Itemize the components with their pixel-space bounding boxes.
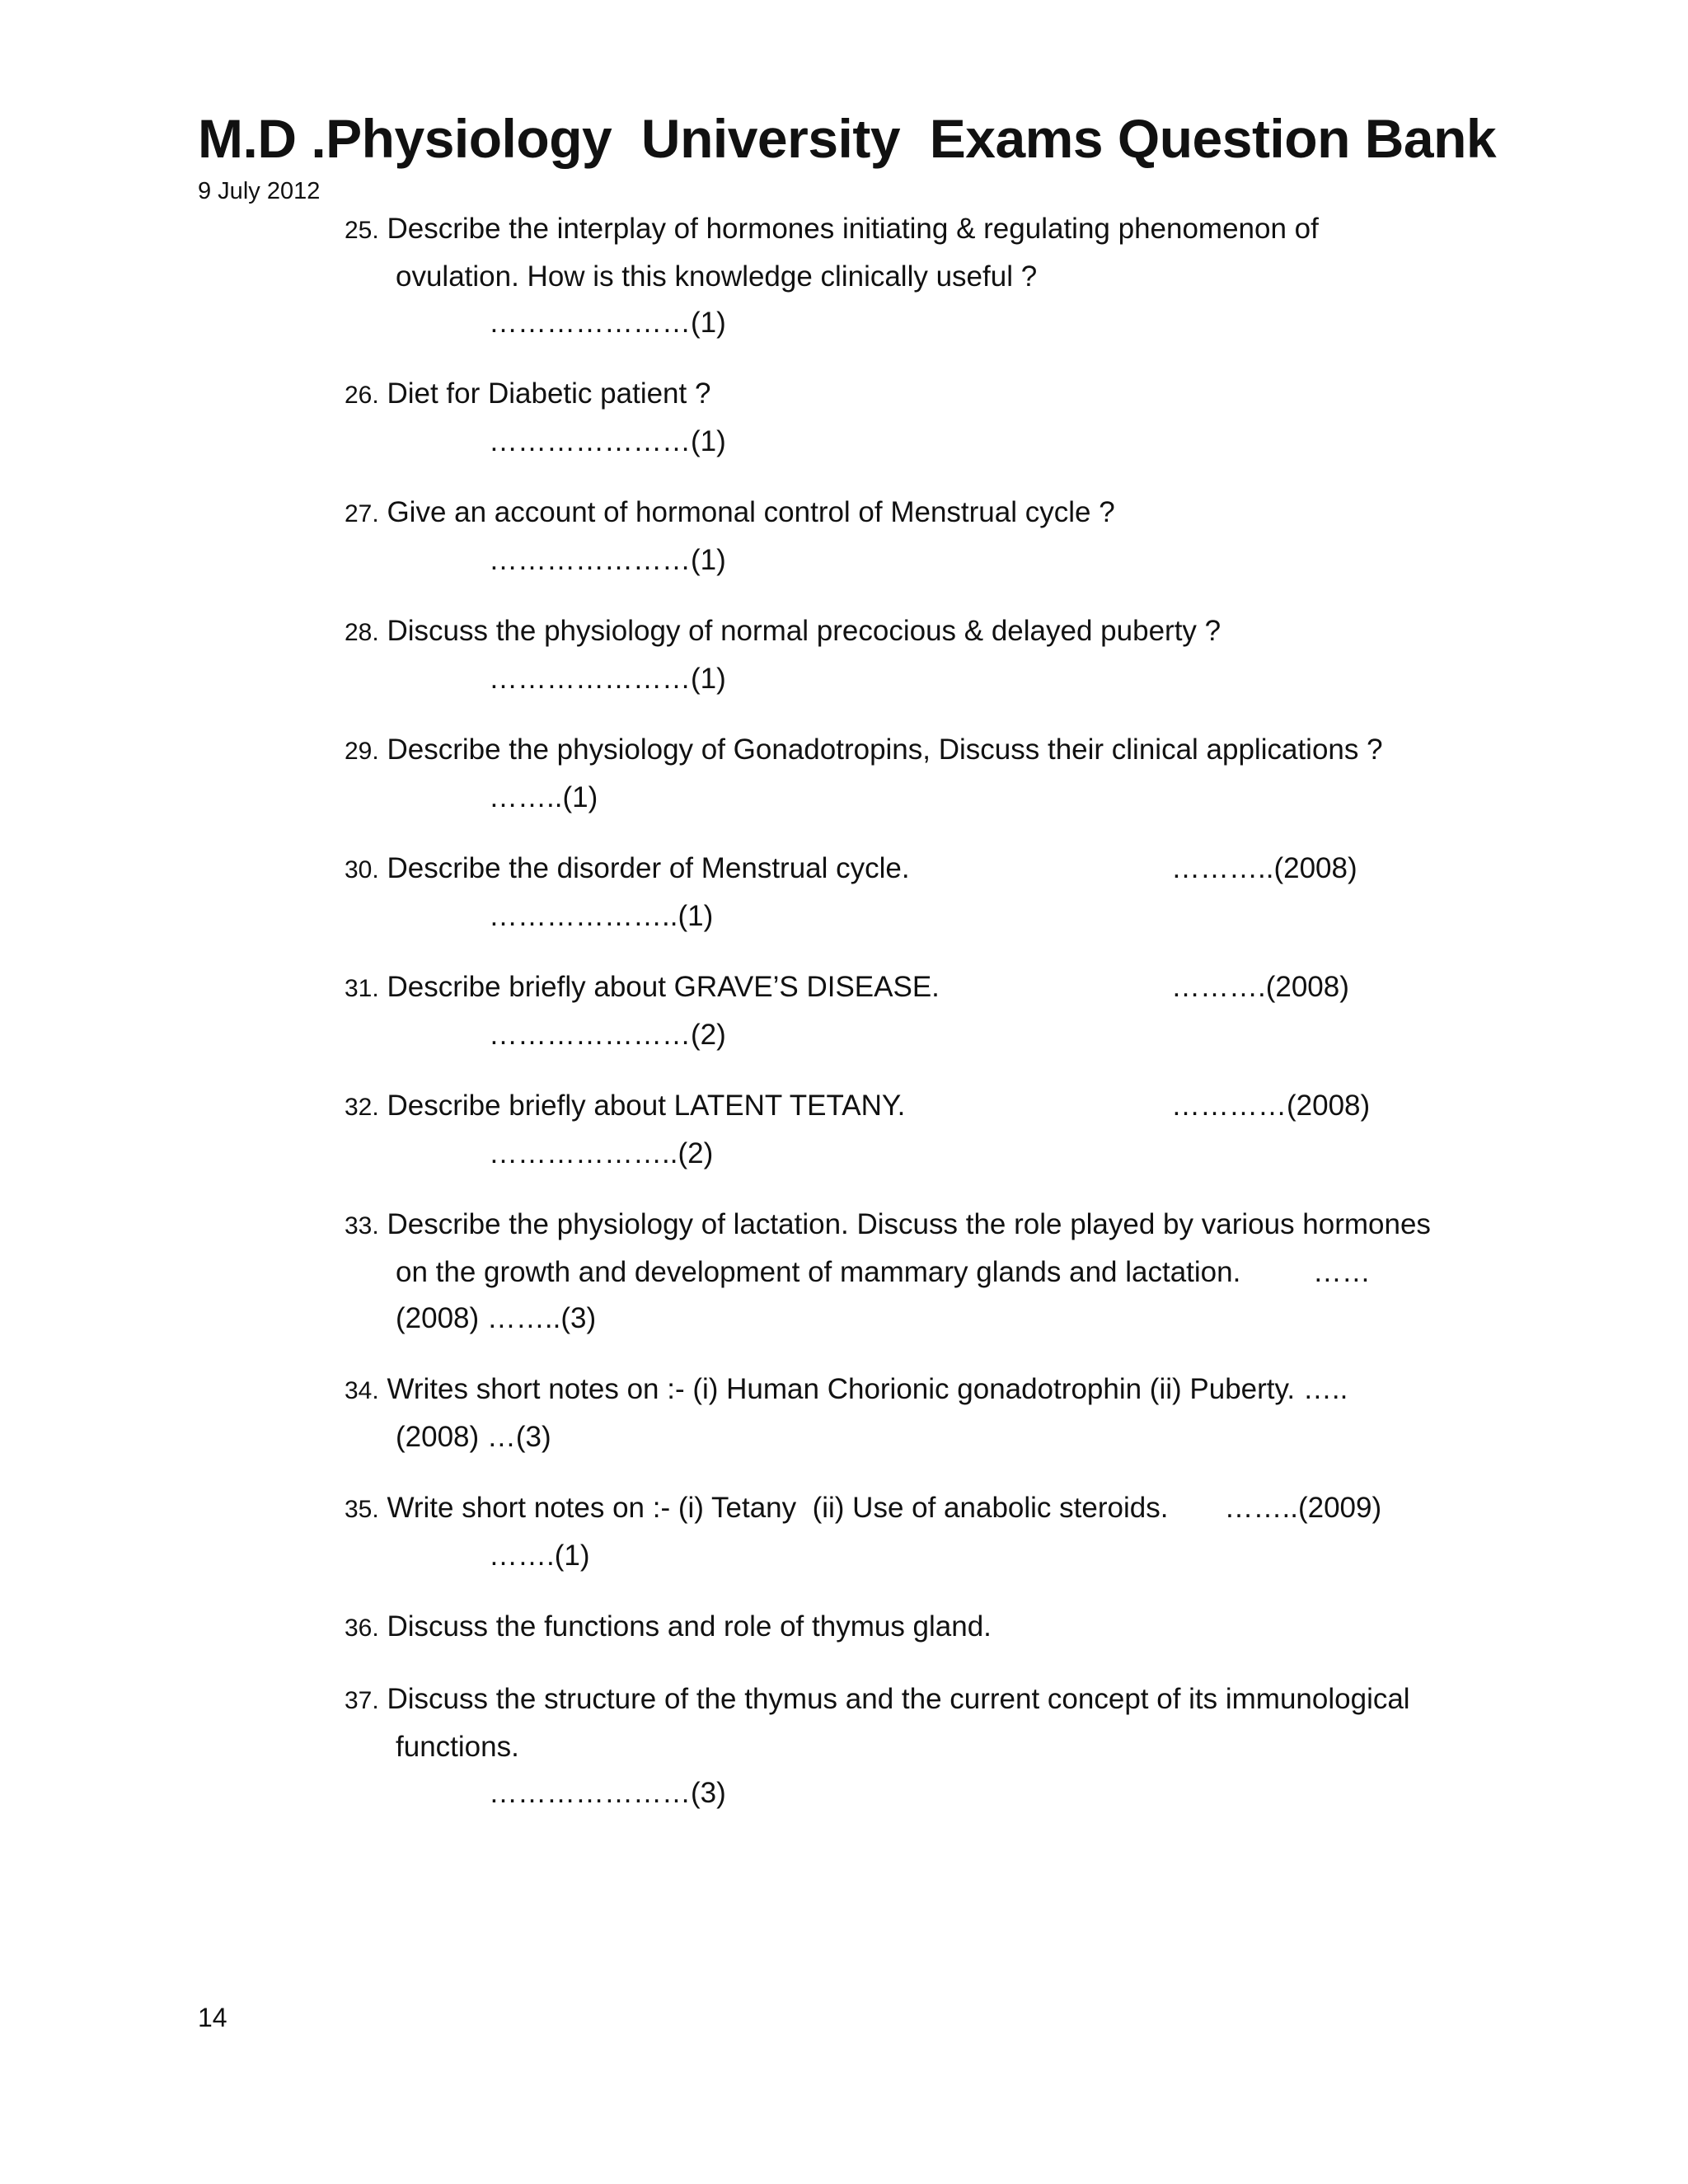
- page-number: 14: [198, 2003, 227, 2032]
- document-title: M.D .Physiology University Exams Question Bank: [198, 108, 1497, 169]
- question-number: 32.: [345, 1094, 379, 1121]
- question-marks: ………………..(2): [489, 1137, 714, 1169]
- question-number: 31.: [345, 975, 379, 1002]
- question-marks: …………………(1): [489, 663, 726, 695]
- question-text: Write short notes on :- (i) Tetany (ii) Use of anabolic steroids. ……..(2009): [387, 1492, 1382, 1524]
- question-marks: …………………(2): [489, 1019, 726, 1051]
- question-text: Describe briefly about GRAVE’S DISEASE.: [387, 971, 940, 1003]
- question-item: [345, 1083, 1507, 1177]
- question-marks: …………………(3): [489, 1777, 726, 1809]
- question-text-continued: functions.: [396, 1731, 519, 1763]
- question-item: [345, 846, 1507, 940]
- question-number: 34.: [345, 1377, 379, 1404]
- question-text-continued: ovulation. How is this knowledge clinically useful ?: [396, 260, 1038, 293]
- question-marks: …………………(1): [489, 307, 726, 339]
- question-marks: ……..(1): [489, 781, 598, 813]
- question-number: 36.: [345, 1615, 379, 1642]
- question-number: 29.: [345, 738, 379, 765]
- question-item: [345, 206, 1507, 346]
- question-text-continued: on the growth and development of mammary glands and lactation. ……: [396, 1256, 1371, 1288]
- question-text: Discuss the structure of the thymus and the current concept of its immunological: [387, 1683, 1410, 1715]
- question-text: Describe the interplay of hormones initiating & regulating phenomenon of: [387, 213, 1319, 245]
- question-year: ……….(2008): [1171, 971, 1349, 1003]
- question-number: 27.: [345, 500, 379, 527]
- question-text: Describe the physiology of lactation. Discuss the role played by various hormones: [387, 1208, 1431, 1240]
- question-text: Describe the physiology of Gonadotropins, Discuss their clinical applications ?: [387, 733, 1383, 766]
- question-text: Discuss the functions and role of thymus gland.: [387, 1610, 992, 1643]
- question-item: [345, 1604, 1507, 1652]
- question-marks: …………………(1): [489, 425, 726, 457]
- question-item: [345, 1202, 1507, 1342]
- question-text: Writes short notes on :- (i) Human Chorionic gonadotrophin (ii) Puberty. …..: [387, 1373, 1348, 1405]
- question-number: 37.: [345, 1687, 379, 1714]
- question-marks: …….(1): [489, 1540, 590, 1572]
- question-number: 26.: [345, 382, 379, 409]
- question-item: [345, 727, 1507, 821]
- question-text: Describe briefly about LATENT TETANY.: [387, 1090, 906, 1122]
- question-text: Describe the disorder of Menstrual cycle.: [387, 852, 910, 884]
- question-number: 25.: [345, 217, 379, 244]
- question-year: …………(2008): [1171, 1090, 1371, 1122]
- question-item: [345, 490, 1507, 583]
- question-item: [345, 964, 1507, 1058]
- question-marks: ………………..(1): [489, 900, 714, 932]
- question-item: [345, 1485, 1507, 1579]
- question-number: 30.: [345, 856, 379, 883]
- question-item: [345, 1676, 1507, 1816]
- question-number: 33.: [345, 1212, 379, 1240]
- question-text: Give an account of hormonal control of Menstrual cycle ?: [387, 496, 1115, 528]
- question-text: Discuss the physiology of normal precocious & delayed puberty ?: [387, 615, 1221, 647]
- question-item: [345, 1366, 1507, 1460]
- question-text: Diet for Diabetic patient ?: [387, 377, 711, 410]
- question-text-continued: (2008) …(3): [396, 1421, 551, 1453]
- document-date: 9 July 2012: [198, 178, 321, 204]
- question-item: [345, 371, 1507, 465]
- question-text-continued: (2008) ……..(3): [396, 1302, 597, 1334]
- question-item: [345, 608, 1507, 702]
- question-marks: …………………(1): [489, 544, 726, 576]
- question-number: 35.: [345, 1496, 379, 1523]
- question-number: 28.: [345, 619, 379, 646]
- question-year: ………..(2008): [1171, 852, 1357, 884]
